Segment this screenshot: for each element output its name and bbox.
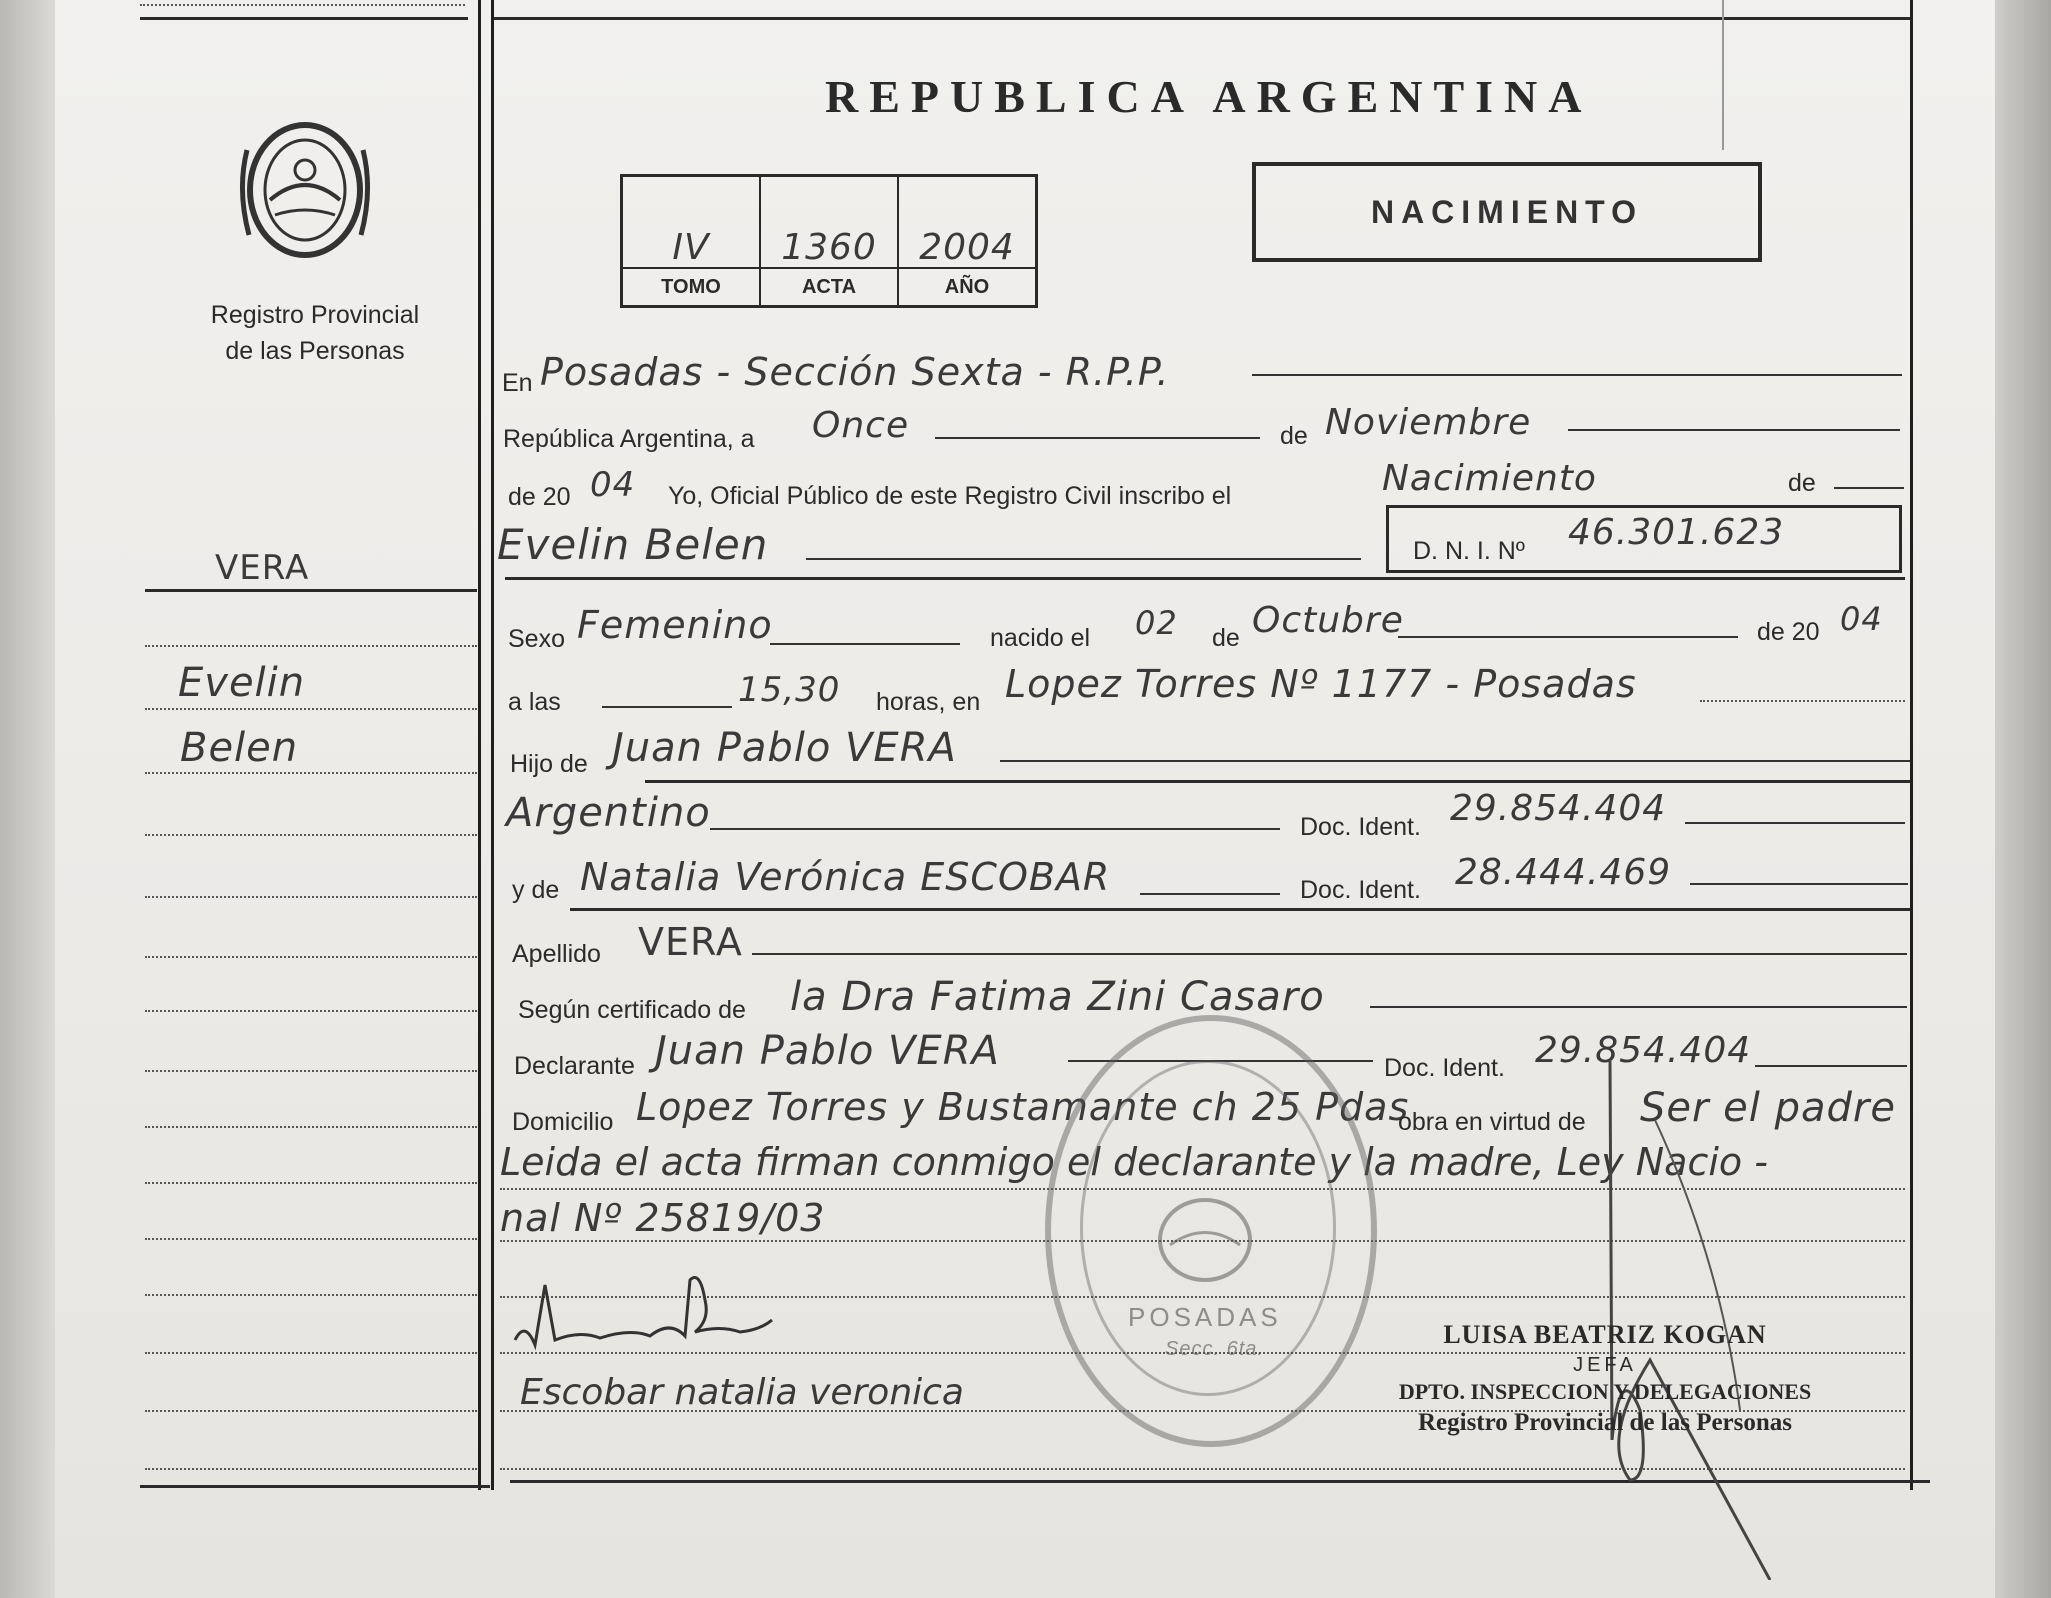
official-name: LUISA BEATRIZ KOGAN	[1443, 1320, 1767, 1349]
apellido-value: VERA	[638, 920, 743, 964]
doc-padre-line	[1685, 822, 1905, 824]
birth-year-value: 04	[1840, 600, 1883, 638]
label-y-de: y de	[512, 876, 560, 904]
madre-value: Natalia Verónica ESCOBAR	[580, 855, 1111, 899]
margin-divider	[478, 0, 481, 1490]
doc-madre-line	[1690, 883, 1908, 885]
margin-line	[145, 1294, 477, 1296]
day-words-value: Once	[812, 405, 910, 446]
official-signature-block	[1365, 1320, 1845, 1437]
registry-label	[150, 297, 480, 369]
country-title: REPUBLICA ARGENTINA	[825, 71, 1593, 122]
label-doc-ident-2: Doc. Ident.	[1300, 876, 1421, 904]
lugar-line	[1700, 700, 1905, 702]
registry-label-line2: de las Personas	[225, 337, 405, 365]
right-frame	[1910, 0, 1913, 1490]
madre-rule	[570, 908, 1910, 911]
label-a-las: a las	[508, 688, 561, 716]
act-type-label: NACIMIENTO	[1370, 193, 1644, 230]
birth-month-value: Octubre	[1252, 600, 1404, 641]
label-doc-ident-1: Doc. Ident.	[1300, 813, 1421, 841]
label-hijo-de: Hijo de	[510, 750, 588, 778]
certificado-value: la Dra Fatima Zini Casaro	[790, 974, 1325, 1020]
margin-line	[145, 896, 477, 898]
label-sexo: Sexo	[508, 625, 565, 653]
margin-line	[145, 1410, 477, 1412]
stamp-sub: Secc. 6ta.	[1165, 1338, 1264, 1360]
label-yo-oficial: Yo, Oficial Público de este Registro Civil inscribo el	[668, 482, 1232, 510]
madre-line	[1140, 893, 1280, 895]
label-domicilio: Domicilio	[512, 1108, 614, 1136]
declarante-value: Juan Pablo VERA	[655, 1028, 1000, 1074]
place-value: Posadas - Sección Sexta - R.P.P.	[540, 350, 1170, 394]
label-de-20b: de 20	[1757, 618, 1820, 646]
record-number-box	[620, 174, 1038, 308]
day-line	[935, 437, 1260, 439]
margin-line	[145, 708, 477, 710]
margin-line	[145, 1070, 477, 1072]
official-role: JEFA	[1573, 1354, 1637, 1376]
obra-value: Ser el padre	[1640, 1085, 1896, 1131]
label-de-20: de 20	[508, 483, 571, 511]
label-apellido: Apellido	[512, 940, 601, 968]
label-de3: de	[1212, 624, 1240, 652]
top-rule-left	[140, 17, 468, 20]
acta-cell	[761, 177, 899, 305]
label-republica: República Argentina, a	[503, 425, 755, 453]
year-suffix-value: 04	[590, 465, 636, 505]
stamp-city: POSADAS	[1128, 1302, 1282, 1332]
margin-line	[145, 645, 477, 647]
birth-month-line	[1398, 636, 1738, 638]
margin-line	[145, 1182, 477, 1184]
official-org: Registro Provincial de las Personas	[1417, 1409, 1793, 1436]
hora-value: 15,30	[738, 670, 841, 710]
certificado-line	[1370, 1006, 1907, 1008]
doc-declarante-value: 29.854.404	[1535, 1030, 1752, 1071]
month-value: Noviembre	[1325, 402, 1532, 443]
doc-padre-value: 29.854.404	[1450, 788, 1667, 829]
margin-line	[145, 1468, 477, 1470]
acta-label: ACTA	[761, 267, 897, 305]
domicilio-value: Lopez Torres y Bustamante ch 25 Pdas	[636, 1085, 1410, 1129]
official-dept: DPTO. INSPECCION Y DELEGACIONES	[1398, 1379, 1812, 1404]
hora-line	[602, 706, 732, 708]
notes-line1: Leida el acta firman conmigo el declarante y la madre, Ley Nacio -	[500, 1140, 1768, 1184]
padre-value: Juan Pablo VERA	[612, 725, 957, 771]
padre-line	[1000, 760, 1910, 762]
provincial-seal-icon	[235, 110, 375, 270]
place-line	[1252, 374, 1902, 376]
act-type-box	[1252, 162, 1762, 262]
margin-line	[145, 834, 477, 836]
padre-rule	[645, 780, 1910, 783]
label-de2: de	[1788, 469, 1816, 497]
top-margin-line	[140, 4, 465, 6]
mother-written-name: Escobar natalia veronica	[520, 1372, 964, 1413]
margin-surname-rule	[145, 589, 477, 592]
tomo-cell	[623, 177, 761, 305]
margin-line	[145, 1238, 477, 1240]
apellido-line	[752, 953, 1907, 955]
child-name-value: Evelin Belen	[497, 520, 769, 569]
page-right-edge	[1995, 0, 2051, 1598]
birth-day-value: 02	[1135, 604, 1178, 642]
doc-madre-value: 28.444.469	[1455, 852, 1672, 893]
dni-value: 46.301.623	[1568, 512, 1785, 553]
margin-line	[145, 1010, 477, 1012]
mother-signature-icon	[510, 1270, 790, 1360]
margin-given1: Evelin	[178, 660, 306, 706]
ano-label: AÑO	[899, 267, 1035, 305]
label-horas-en: horas, en	[876, 688, 981, 716]
registry-label-line1: Registro Provincial	[210, 301, 420, 329]
margin-line	[145, 1352, 477, 1354]
sexo-line	[770, 643, 960, 645]
label-obra-en-virtud: obra en virtud de	[1398, 1108, 1586, 1136]
stamp-emblem-icon	[1150, 1190, 1260, 1290]
de-line	[1834, 487, 1904, 489]
margin-given2: Belen	[180, 725, 299, 771]
top-rule-right	[493, 17, 1913, 20]
label-nacido: nacido el	[990, 624, 1091, 652]
nacionalidad-value: Argentino	[506, 790, 711, 836]
notes-line2: nal Nº 25819/03	[500, 1196, 826, 1240]
tomo-label: TOMO	[623, 267, 759, 305]
nacionalidad-line	[710, 828, 1280, 830]
ano-value: 2004	[919, 227, 1015, 268]
faint-right-line	[1722, 0, 1724, 150]
label-dni: D. N. I. Nº	[1413, 537, 1525, 565]
acta-value: 1360	[781, 227, 877, 268]
sexo-value: Femenino	[577, 603, 773, 647]
page-left-edge	[0, 0, 55, 1598]
label-doc-ident-3: Doc. Ident.	[1384, 1054, 1505, 1082]
margin-line	[145, 1126, 477, 1128]
bottom-rule-left	[140, 1485, 490, 1488]
margin-surname: VERA	[215, 548, 310, 588]
margin-line	[145, 956, 477, 958]
label-declarante: Declarante	[514, 1052, 635, 1080]
label-en: En	[502, 369, 533, 397]
inscribo-value: Nacimiento	[1382, 458, 1597, 499]
ano-cell	[899, 177, 1035, 305]
tomo-value: IV	[672, 227, 710, 268]
month-line	[1568, 429, 1900, 431]
main-divider	[491, 0, 494, 1490]
label-de: de	[1280, 422, 1308, 450]
section-rule-1	[505, 577, 1905, 580]
label-segun-certificado: Según certificado de	[518, 996, 746, 1024]
margin-line	[145, 772, 477, 774]
child-name-line	[806, 558, 1361, 560]
lugar-value: Lopez Torres Nº 1177 - Posadas	[1005, 662, 1637, 706]
